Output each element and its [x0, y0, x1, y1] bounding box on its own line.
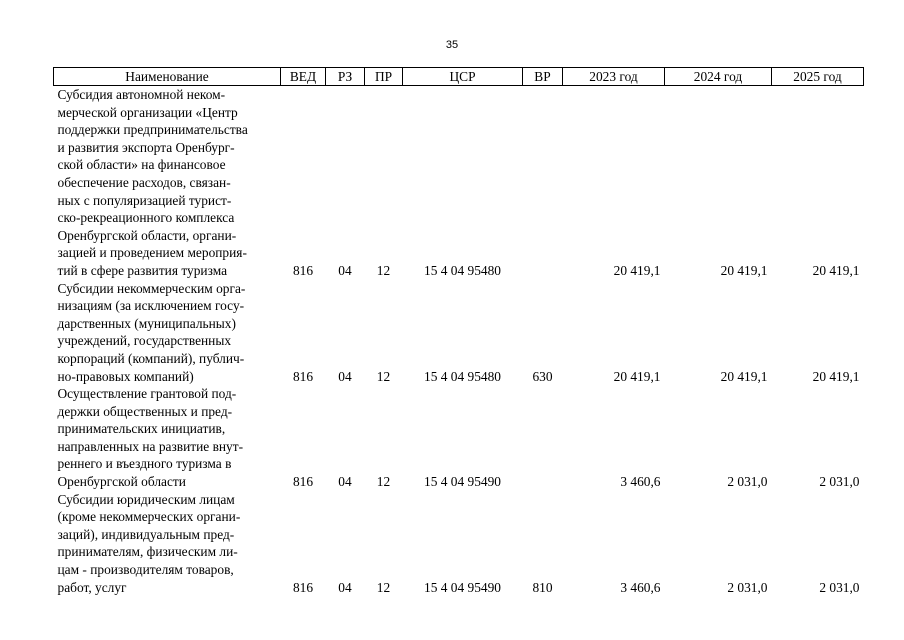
name-line: поддержки предпринимательства	[57, 122, 248, 138]
cell-rz: 04	[338, 368, 352, 384]
name-line: низациям (за исключением госу-	[57, 298, 245, 314]
name-line: принимательских инициатив,	[57, 421, 226, 437]
name-line: и развития экспорта Оренбург-	[57, 139, 235, 155]
header-ved: ВЕД	[281, 68, 326, 86]
name-line: ско-рекреационного комплекса	[57, 210, 235, 226]
cell-pr: 12	[376, 579, 391, 595]
cell-2025: 2 031,0	[819, 474, 860, 490]
table-row	[54, 280, 864, 386]
cell-2023: 20 419,1	[613, 368, 661, 384]
cell-2025: 2 031,0	[819, 579, 860, 595]
name-line: Оренбургской области	[57, 474, 186, 490]
cell-rz: 04	[338, 262, 352, 278]
header-pr: ПР	[365, 68, 403, 86]
header-row	[54, 68, 864, 86]
cell-pr: 12	[376, 262, 391, 278]
name-line: Субсидия автономной неком-	[57, 87, 226, 102]
name-line: Субсидии юридическим лицам	[57, 491, 235, 507]
cell-2025: 20 419,1	[812, 262, 860, 278]
name-line: Осуществление грантовой под-	[57, 386, 237, 402]
cell-2024: 2 031,0	[727, 579, 768, 595]
page-number: 35	[445, 39, 459, 51]
cell-2024: 20 419,1	[720, 368, 768, 384]
header-2024: 2024 год	[665, 68, 772, 86]
name-line: цам - производителям товаров,	[57, 562, 234, 578]
header-name: Наименование	[54, 68, 281, 86]
cell-2024: 2 031,0	[727, 474, 768, 490]
name-line: (кроме некоммерческих органи-	[57, 509, 241, 525]
table-row	[54, 491, 864, 597]
header-vr: ВР	[523, 68, 563, 86]
cell-csr: 15 4 04 95480	[424, 262, 501, 278]
header-2023: 2023 год	[563, 68, 665, 86]
table-header	[54, 68, 864, 86]
cell-vr: 630	[532, 368, 553, 384]
header-2025: 2025 год	[772, 68, 864, 86]
name-line: держки общественных и пред-	[57, 403, 233, 419]
cell-name	[54, 385, 281, 491]
name-line: обеспечение расходов, связан-	[57, 174, 231, 190]
cell-2023: 3 460,6	[620, 579, 661, 595]
cell-ved: 816	[292, 368, 314, 384]
name-line: учреждений, государственных	[57, 333, 232, 349]
cell-2023: 20 419,1	[613, 262, 661, 278]
name-line: ных с популяризацией турист-	[57, 192, 232, 208]
cell-pr: 12	[376, 474, 391, 490]
name-line: реннего и въездного туризма в	[57, 456, 232, 472]
cell-csr: 15 4 04 95490	[424, 579, 501, 595]
name-line: заций), индивидуальным пред-	[57, 526, 235, 542]
cell-vr	[523, 385, 563, 491]
cell-ved: 816	[292, 262, 314, 278]
cell-name	[54, 86, 281, 280]
cell-2023: 3 460,6	[620, 474, 661, 490]
name-line: тий в сфере развития туризма	[57, 262, 228, 278]
cell-csr: 15 4 04 95490	[424, 474, 501, 490]
cell-2025: 20 419,1	[812, 368, 860, 384]
name-line: направленных на развитие внут-	[57, 438, 244, 454]
name-line: Субсидии некоммерческим орга-	[57, 280, 246, 296]
cell-vr: 810	[532, 579, 553, 595]
budget-table	[53, 67, 864, 596]
cell-2024: 20 419,1	[720, 262, 768, 278]
name-line: дарственных (муниципальных)	[57, 315, 236, 331]
name-line: работ, услуг	[57, 579, 127, 595]
cell-ved: 816	[292, 474, 314, 490]
header-csr: ЦСР	[403, 68, 523, 86]
name-line: мерческой организации «Центр	[57, 104, 238, 120]
name-line: корпораций (компаний), публич-	[57, 350, 245, 366]
table-row	[54, 86, 864, 280]
header-rz: РЗ	[326, 68, 365, 86]
cell-name	[54, 491, 281, 597]
cell-ved: 816	[292, 579, 314, 595]
cell-rz: 04	[338, 579, 352, 595]
name-line: Оренбургской области, органи-	[57, 227, 237, 243]
name-line: принимателям, физическим ли-	[57, 544, 238, 560]
cell-name	[54, 280, 281, 386]
cell-pr: 12	[376, 368, 391, 384]
name-line: но-правовых компаний)	[57, 368, 194, 384]
table-body	[54, 86, 864, 597]
name-line: зацией и проведением мероприя-	[57, 245, 247, 261]
cell-csr: 15 4 04 95480	[424, 368, 501, 384]
cell-vr	[523, 86, 563, 280]
cell-rz: 04	[338, 474, 352, 490]
table-row	[54, 385, 864, 491]
name-line: ской области» на финансовое	[57, 157, 226, 173]
